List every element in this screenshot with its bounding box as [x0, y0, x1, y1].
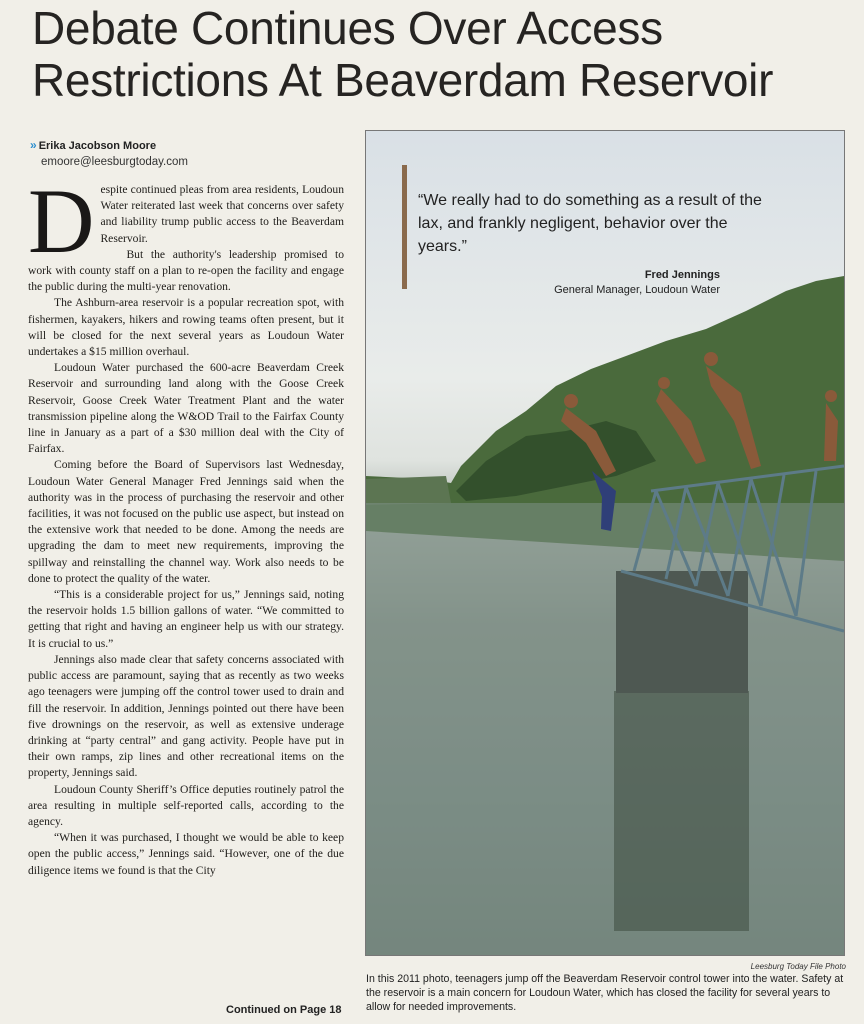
photo-distant-shore	[366, 476, 451, 505]
pullquote-text: “We really had to do something as a result of the lax, and frankly negligent, behavior over the years.”	[418, 192, 762, 255]
article-paragraph: Coming before the Board of Supervisors last Wednesday, Loudoun Water General Manager Fred Jennings said when the authority was in the process of purchasing the reservoir and other facilities, it was not focused on the public use aspect, but instead on the extensive work that needed to be done. Among the needs are upgrading the dam to meet new requirements, improving the spillway and reinstalling the channel way. Work also needs to be done to protect the quality of the water.	[28, 458, 344, 585]
article-paragraph: Loudoun Water purchased the 600-acre Beaverdam Creek Reservoir and surrounding land along with the Goose Creek Reservoir, Goose Creek Water Treatment Plant and the water transmission pipeline along the W&OD Trail to the Fairfax County line in January as a part of a $30 million deal with the City of Fairfax.	[28, 361, 344, 456]
article-paragraph: The Ashburn-area reservoir is a popular recreation spot, with fishermen, kayakers, hikers and rowing teams often present, but it will be closed for the next several years as Loudoun Water undertakes a $15 million overhaul.	[28, 296, 344, 359]
photo-credit: Leesburg Today File Photo	[750, 962, 846, 971]
author-email[interactable]: emoore@leesburgtoday.com	[41, 156, 188, 168]
article-paragraph: Despite continued pleas from area residents, Loudoun Water reiterated last week that concerns over safety and liability trump public access to the Beaverdam Reservoir.	[28, 170, 344, 272]
pullquote-title: General Manager, Loudoun Water	[554, 284, 720, 296]
pullquote-name: Fred Jennings	[644, 269, 720, 281]
article-body	[28, 170, 344, 879]
article-paragraph: But the authority's leadership promised to work with county staff on a plan to re-open the facility and engage the public during the multi-year renovation.	[28, 247, 344, 294]
article-paragraph: Jennings also made clear that safety concerns associated with public access are paramount, saying that as recently as two weeks ago teenagers were jumping off the control tower used to drain and fill the reservoir. In addition, Jennings pointed out there have been five drownings on the reservoir, as well as extensive underage drinking at “party central” and gang activity. People have put in their own ramps, zip lines and other recreational items on the property, Jennings said.	[28, 652, 344, 780]
reservoir-photo	[365, 130, 845, 956]
article-paragraph: “When it was purchased, I thought we would be able to keep open the public access,” Jennings said. “However, one of the due diligence items we found is that the City	[28, 831, 344, 877]
photo-caption: In this 2011 photo, teenagers jump off the Beaverdam Reservoir control tower into the water. Safety at the reservoir is a main concern for Loudoun Water, which has closed the facility for several years to allow for needed improvements.	[366, 973, 844, 1013]
byline-arrow-icon: »	[30, 138, 35, 152]
headline: Debate Continues Over Access Restrictions At Beaverdam Reservoir	[32, 2, 774, 106]
article-paragraph: Loudoun County Sheriff’s Office deputies routinely patrol the area resulting in multiple self-reported calls, according to the agency.	[28, 782, 344, 828]
article-paragraph: “This is a considerable project for us,” Jennings said, noting the reservoir holds 1.5 billion gallons of water. “We committed to getting that right and having an engineer help us with our strategy. It is crucial to us.”	[28, 588, 344, 650]
byline	[30, 136, 188, 168]
photo-water	[366, 503, 844, 955]
pullquote-bar	[402, 165, 407, 289]
drop-cap: D	[28, 170, 95, 272]
author-name: Erika Jacobson Moore	[38, 140, 157, 152]
continued-on-page[interactable]: Continued on Page 18	[226, 1004, 342, 1016]
tower-reflection	[614, 691, 749, 931]
